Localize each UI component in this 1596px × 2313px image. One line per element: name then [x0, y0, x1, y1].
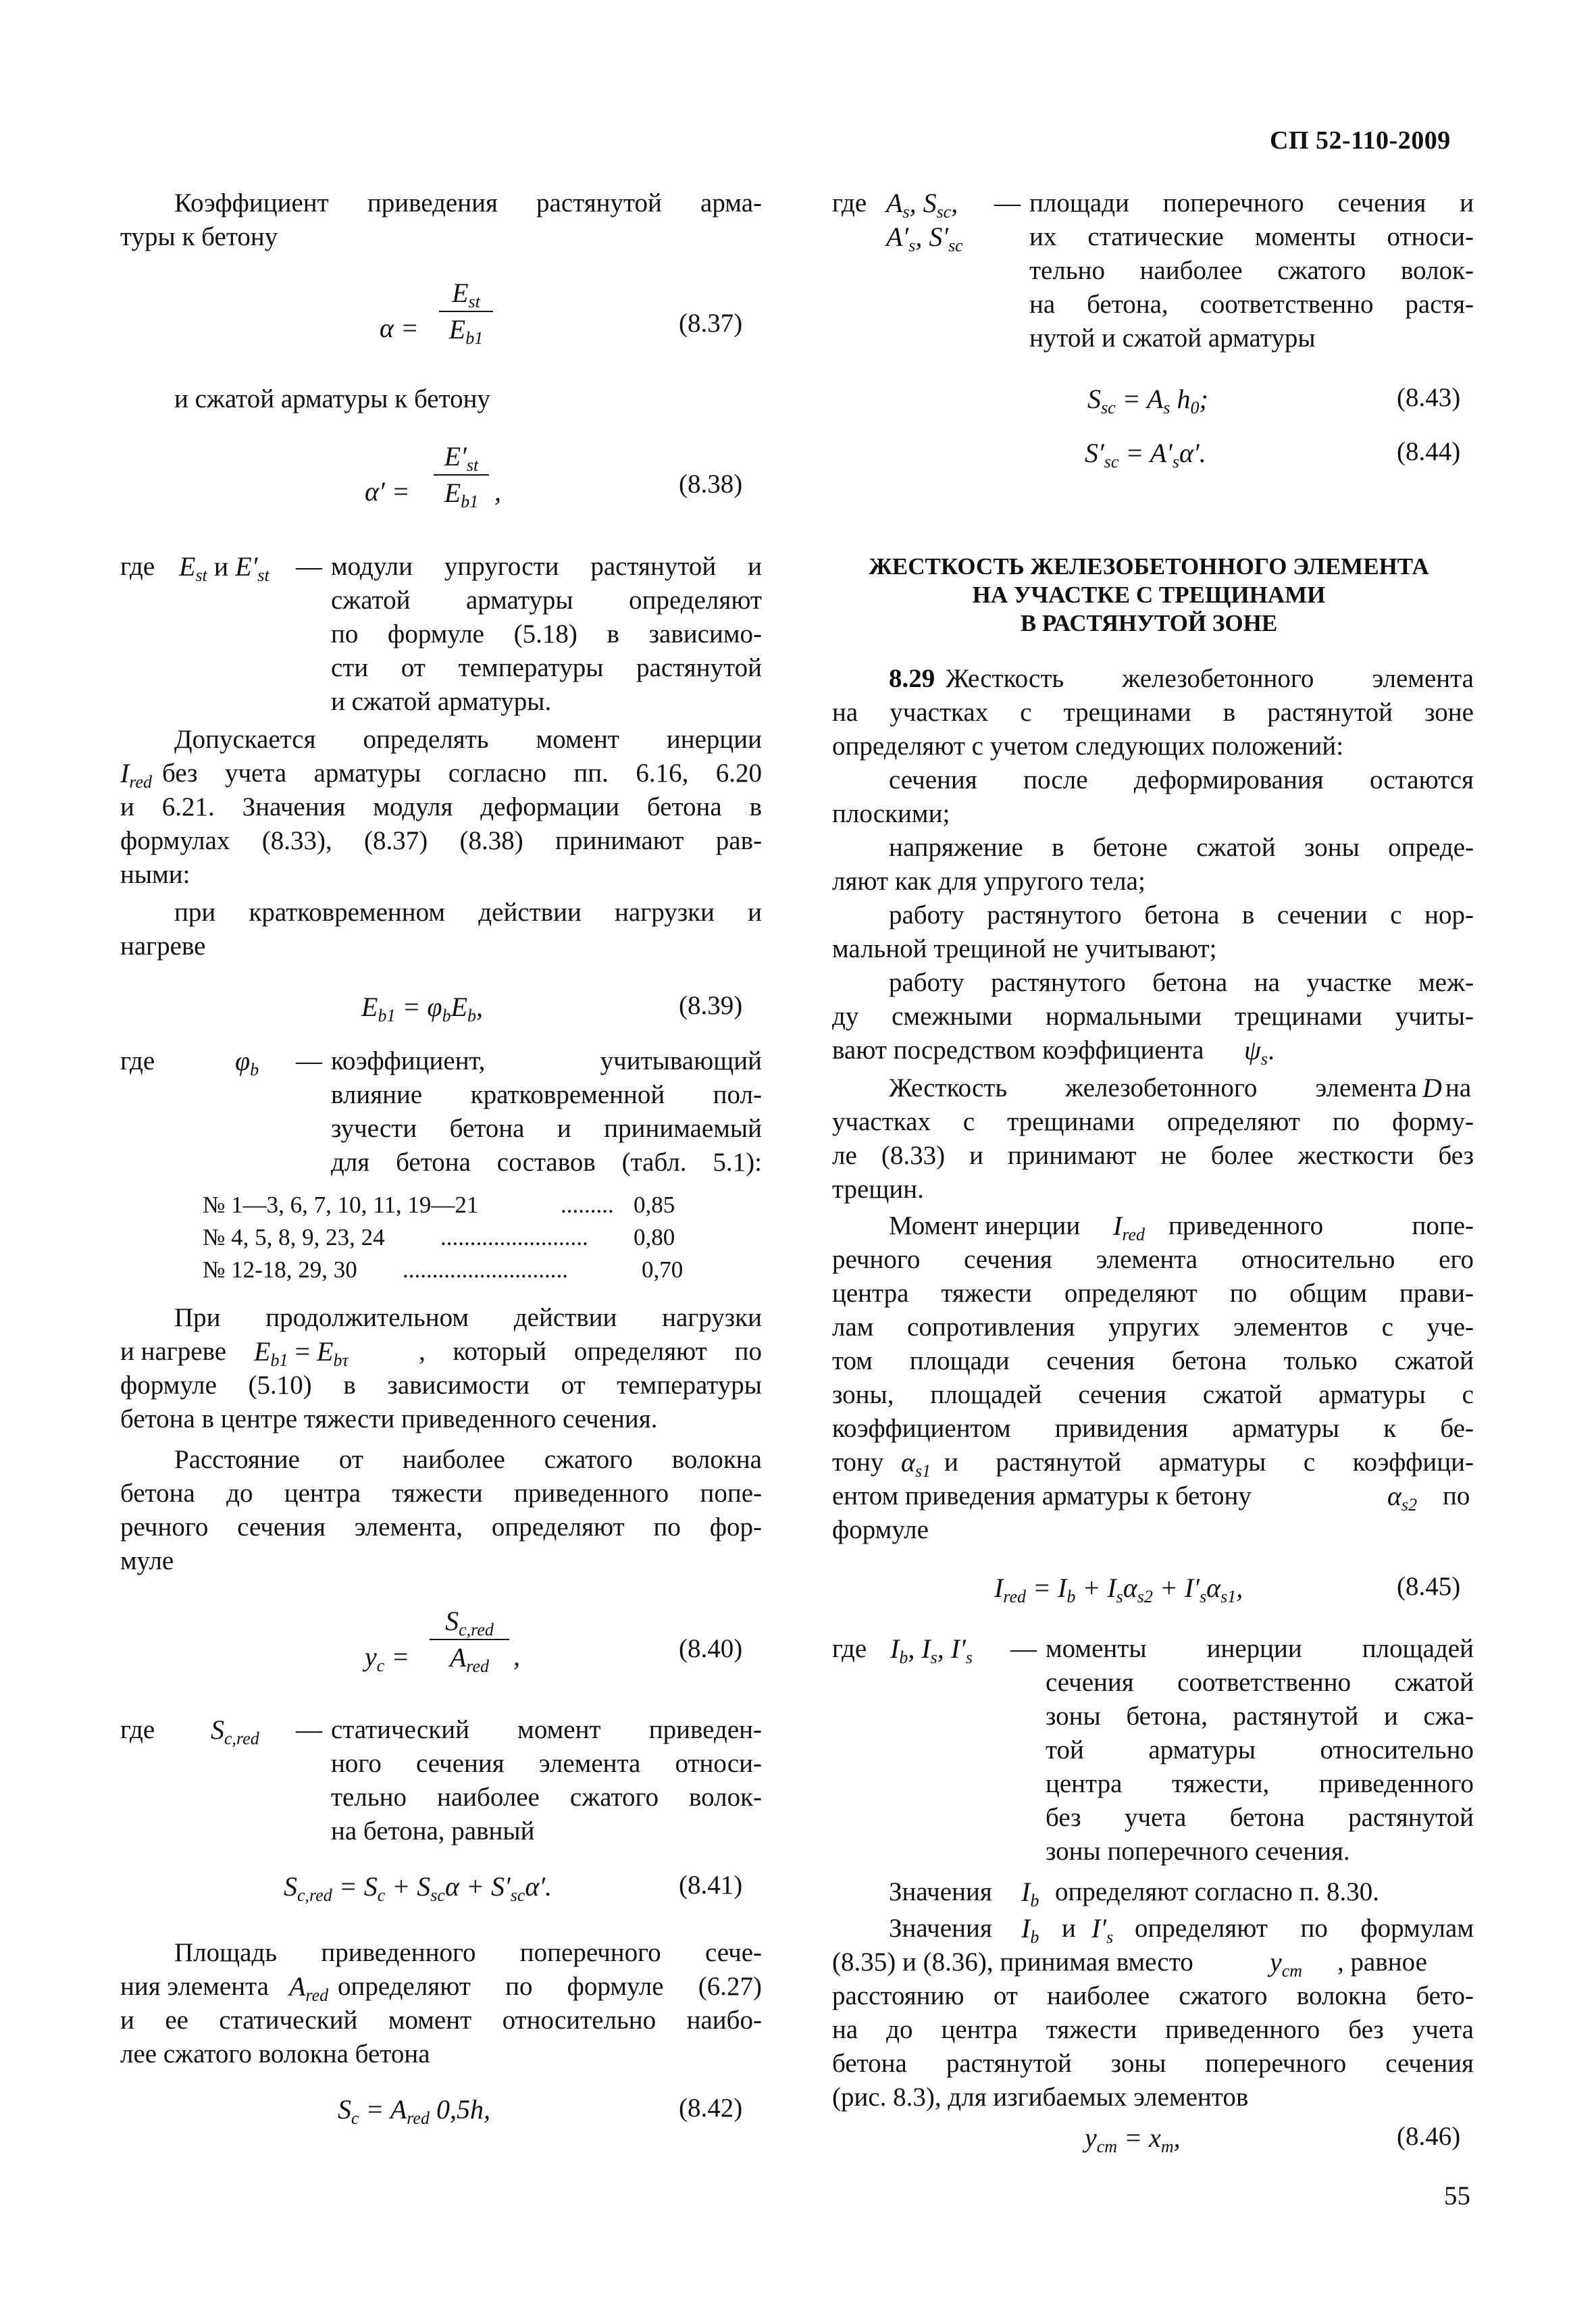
definition-line: их статические моменты относи- — [1029, 222, 1474, 251]
definition-line: статический момент приведен- — [331, 1715, 762, 1744]
symbol: E — [179, 551, 196, 582]
symbol: E — [254, 1336, 271, 1367]
definition-line: на бетона, равный — [331, 1816, 535, 1846]
where-label: где — [120, 1715, 155, 1744]
paragraph-line: Значения — [889, 1914, 992, 1943]
symbol-sub: sc — [936, 202, 952, 222]
where-label: где — [120, 552, 155, 581]
symbol-sub: sc — [948, 236, 963, 255]
symbol-sub: sc — [1104, 452, 1119, 472]
symbol: α — [1206, 1573, 1221, 1603]
definition-dash: — — [1010, 1634, 1037, 1663]
paragraph-line: Коэффициент приведения растянутой арма- — [174, 188, 762, 218]
paragraph-line: центра тяжести определяют по общим прави- — [832, 1279, 1474, 1308]
definition-symbols — [179, 550, 269, 584]
paragraph-line: Допускается определять момент инерции — [174, 725, 762, 754]
paragraph-line: Расстояние от наиболее сжатого волокна — [174, 1445, 762, 1474]
definition-dash: — — [296, 1715, 322, 1744]
definition-symbols — [886, 186, 958, 220]
paragraph-line: , равное — [1337, 1948, 1427, 1977]
equation-label: (8.46) — [1397, 2122, 1461, 2151]
definition-line: зучести бетона и принимаемый — [331, 1114, 762, 1143]
symbol: α — [1123, 1573, 1137, 1603]
equation-label: (8.45) — [1397, 1572, 1461, 1601]
denominator: E — [448, 314, 466, 345]
list-item-label: № 12-18, 29, 30 — [203, 1256, 357, 1283]
section-heading: ЖЕСТКОСТЬ ЖЕЛЕЗОБЕТОННОГО ЭЛЕМЕНТА — [869, 553, 1429, 580]
equation-label: (8.38) — [679, 469, 743, 499]
paragraph-line: трещин. — [832, 1175, 924, 1204]
equation-label: (8.37) — [679, 309, 743, 338]
punctuation: . — [1267, 1035, 1275, 1065]
formula-8-41 — [284, 1870, 552, 1904]
paragraph-line: тону — [832, 1448, 884, 1477]
definition-line: моменты инерции площадей — [1046, 1634, 1474, 1663]
definition-line: центра тяжести, приведенного — [1046, 1769, 1474, 1798]
symbol-sub: c — [377, 1885, 386, 1905]
inline-symbol — [120, 757, 152, 790]
paragraph-line: участках с трещинами определяют по форму- — [832, 1107, 1474, 1136]
symbol: = A — [1115, 384, 1164, 414]
symbol-sub: s — [1172, 452, 1179, 472]
symbol-sub: sc — [430, 1885, 445, 1905]
numerator: S — [445, 1606, 459, 1636]
numerator-sub: st — [466, 455, 479, 475]
symbol-sub: b — [1030, 1927, 1039, 1947]
symbol: , S′ — [915, 222, 949, 252]
paragraph-line: речного сечения элемента, определяют по фор- — [120, 1513, 762, 1542]
paragraph-line: ния элемента — [120, 1972, 269, 2001]
formula-8-37-fraction — [439, 277, 493, 346]
symbol-sub: red — [1122, 1225, 1145, 1244]
symbol-sub: c — [376, 1656, 385, 1675]
symbol-sub: cm — [1281, 1961, 1303, 1981]
equation-label: (8.39) — [679, 991, 743, 1020]
denominator: E — [444, 478, 461, 508]
document-code: СП 52-110-2009 — [1270, 126, 1451, 155]
definition-line: без учета бетона растянутой — [1046, 1803, 1474, 1832]
symbol: ; — [1199, 384, 1208, 414]
definition-line: на бетона, соответственно растя- — [1029, 290, 1474, 319]
definition-line: для бетона составов (табл. 5.1): — [331, 1148, 762, 1177]
paragraph-line: определяют согласно п. 8.30. — [1055, 1877, 1380, 1906]
paragraph-line: бетона до центра тяжести приведенного попе- — [120, 1479, 762, 1508]
operator: = — [391, 1642, 410, 1672]
symbol: α — [1387, 1481, 1401, 1511]
formula-tail: , — [513, 1641, 520, 1671]
symbol: I — [1113, 1211, 1123, 1241]
symbol: y — [1085, 2123, 1097, 2153]
list-item-dots: ............................ — [403, 1256, 568, 1283]
paragraph-line: на — [1445, 1073, 1472, 1102]
definition-dash: — — [296, 552, 322, 581]
numerator-sub: c,red — [459, 1620, 494, 1640]
symbol: , — [951, 188, 958, 218]
definition-dash: — — [994, 188, 1021, 218]
symbol-sub: b — [899, 1648, 908, 1667]
definition-line: тельно наиболее сжатого волок- — [1029, 256, 1474, 285]
numerator: E — [452, 278, 469, 308]
section-heading: В РАСТЯНУТОЙ ЗОНЕ — [1020, 610, 1278, 636]
symbol: = A′ — [1118, 438, 1173, 468]
symbol: = A — [359, 2094, 407, 2125]
symbol: I′ — [1091, 1913, 1107, 1943]
paragraph-line: плоскими; — [832, 799, 950, 828]
paragraph-line: ными: — [120, 860, 190, 889]
symbol-sub: b1 — [378, 1006, 396, 1025]
symbol-sub: s — [1199, 1587, 1207, 1606]
paragraph-line: Площадь приведенного поперечного сече- — [174, 1938, 762, 1967]
paragraph-line: лам сопротивления упругих элементов с уче- — [832, 1313, 1474, 1342]
paragraph-line: вают посредством коэффициента — [832, 1036, 1204, 1065]
paragraph-line: бетона в центре тяжести приведенного сечения. — [120, 1404, 658, 1433]
paragraph-line: определяют по формуле (6.27) — [338, 1972, 762, 2001]
symbol: , I — [908, 1633, 931, 1664]
paragraph-line: Жесткость железобетонного элемента — [946, 664, 1474, 693]
paragraph-line: работу растянутого бетона на участке меж- — [889, 968, 1474, 997]
equation-label: (8.42) — [679, 2093, 743, 2123]
symbol: y — [365, 1642, 377, 1672]
definition-line: зоны бетона, растянутой и сжа- — [1046, 1702, 1474, 1731]
symbol-sub: s — [902, 202, 910, 222]
conjunction: и — [207, 551, 236, 582]
symbol: S′ — [1085, 438, 1104, 468]
paragraph-line: муле — [120, 1546, 174, 1575]
formula-8-37 — [380, 312, 419, 344]
paragraph-line: том площади сечения бетона только сжатой — [832, 1346, 1474, 1375]
symbol-sub: st — [257, 565, 269, 585]
list-item-value: 0,70 — [642, 1256, 684, 1283]
paragraph-line: бетона растянутой зоны поперечного сечения — [832, 2049, 1474, 2078]
symbol-sub: s — [1163, 398, 1170, 417]
paragraph-line: определяют с учетом следующих положений: — [832, 732, 1344, 761]
symbol-sub: s — [965, 1648, 973, 1667]
paragraph-line: приведенного попе- — [1168, 1211, 1474, 1240]
formula-8-45 — [994, 1571, 1243, 1605]
paragraph-line: расстоянию от наиболее сжатого волокна бето- — [832, 1981, 1474, 2010]
symbol: A — [886, 188, 903, 218]
symbol: α + S′ — [444, 1871, 511, 1902]
symbol-sub: s — [1116, 1587, 1123, 1606]
symbol: I — [1021, 1913, 1031, 1943]
symbol-sub: bτ — [333, 1350, 349, 1370]
symbol-sub: b1 — [270, 1350, 288, 1370]
paragraph-line: лее сжатого волокна бетона — [120, 2039, 430, 2068]
symbol-sub: st — [195, 565, 207, 585]
paragraph-line: формуле (5.10) в зависимости от температуры — [120, 1371, 762, 1400]
definition-line: и сжатой арматуры. — [331, 687, 552, 716]
symbol-sub: sc — [510, 1885, 525, 1905]
definition-line: зоны поперечного сечения. — [1046, 1837, 1350, 1866]
formula-8-38 — [365, 476, 410, 507]
symbol-sub: c,red — [297, 1885, 332, 1905]
list-item-label: № 1—3, 6, 7, 10, 11, 19—21 — [203, 1192, 479, 1218]
paragraph-line: коэффициентом привидения арматуры к бе- — [832, 1414, 1474, 1443]
paragraph-line: туры к бетону — [120, 222, 278, 251]
formula-8-42 — [338, 2093, 490, 2127]
symbol: α — [901, 1447, 915, 1477]
clause-number: 8.29 — [889, 664, 935, 693]
where-label: где — [832, 1634, 867, 1663]
equation-label: (8.40) — [679, 1634, 743, 1663]
symbol: = x — [1117, 2123, 1161, 2153]
operator: = φ — [402, 992, 442, 1022]
symbol: α′. — [525, 1871, 552, 1902]
denominator-sub: b1 — [465, 328, 484, 348]
paragraph-line: При продолжительном действии нагрузки — [174, 1303, 762, 1332]
definition-dash: — — [296, 1046, 322, 1075]
inline-symbol — [1387, 1479, 1417, 1513]
symbol: I — [890, 1633, 900, 1664]
numerator-sub: st — [468, 292, 480, 311]
symbol-sub: c,red — [224, 1729, 259, 1748]
definition-line: ного сечения элемента относи- — [331, 1749, 762, 1778]
definition-line: по формуле (5.18) в зависимо- — [331, 619, 762, 649]
symbol: , I′ — [937, 1633, 966, 1664]
inline-symbol — [901, 1446, 931, 1479]
list-item-dots: ......... — [561, 1192, 614, 1218]
symbol-sub: red — [1003, 1587, 1027, 1606]
paragraph-line: ляют как для упругого тела; — [832, 867, 1145, 896]
symbol-sub: m — [1160, 2137, 1174, 2156]
symbol: I — [120, 758, 130, 788]
symbol-sub: b — [1030, 1891, 1039, 1910]
symbol-sub: 0 — [1190, 398, 1200, 417]
inline-symbol — [1091, 1912, 1113, 1946]
symbol: φ — [235, 1046, 251, 1076]
inline-symbol — [1270, 1946, 1302, 1979]
denominator-sub: b1 — [461, 492, 479, 511]
definition-line: нутой и сжатой арматуры — [1029, 324, 1316, 353]
symbol-sub: b — [250, 1060, 259, 1079]
list-item-label: № 4, 5, 8, 9, 23, 24 — [203, 1224, 385, 1250]
paragraph-line: и 6.21. Значения модуля деформации бетона в — [120, 792, 762, 821]
where-label: где — [832, 188, 867, 218]
symbol: h — [1170, 384, 1191, 414]
symbol-sub: s — [1260, 1049, 1268, 1069]
paragraph-line: , который определяют по — [419, 1337, 762, 1366]
paragraph-line: по — [1443, 1481, 1470, 1510]
paragraph-line: Жесткость железобетонного элемента — [889, 1073, 1417, 1102]
symbol-sub: s1 — [915, 1461, 931, 1481]
symbol-sub: red — [305, 1985, 329, 2005]
symbol-sub: s — [1106, 1927, 1114, 1947]
symbol-sub: s1 — [1220, 1587, 1237, 1606]
paragraph-line: (8.35) и (8.36), принимая вместо — [832, 1948, 1193, 1977]
paragraph-line: нагреве — [120, 932, 206, 961]
inline-symbol — [1021, 1875, 1039, 1909]
definition-line: той арматуры относительно — [1046, 1735, 1474, 1764]
paragraph-line: ле (8.33) и принимают не более жесткости без — [832, 1141, 1474, 1170]
paragraph-line: Момент инерции — [889, 1211, 1081, 1240]
formula-8-40-fraction — [430, 1605, 509, 1674]
symbol-sub: b — [442, 1006, 451, 1025]
definition-line: влияние кратковременной пол- — [331, 1080, 762, 1109]
paragraph-line: ду смежными нормальными трещинами учиты- — [832, 1002, 1474, 1031]
operator: = — [288, 1336, 317, 1367]
symbol-sub: cm — [1096, 2137, 1118, 2156]
paragraph-line: и нагреве — [120, 1337, 227, 1366]
definition-line: площади поперечного сечения и — [1029, 188, 1474, 218]
paragraph-line: напряжение в бетоне сжатой зоны опреде- — [889, 833, 1474, 862]
symbol: = S — [332, 1871, 378, 1902]
symbol: , — [1236, 1573, 1243, 1603]
definition-symbol — [235, 1044, 259, 1078]
paragraph-line: при кратковременном действии нагрузки и — [174, 898, 762, 927]
definition-symbols — [890, 1632, 973, 1666]
definition-line: тельно наиболее сжатого волок- — [331, 1783, 762, 1812]
symbol: 0,5h, — [429, 2094, 490, 2125]
paragraph-line: мальной трещиной не учитывают; — [832, 934, 1217, 963]
inline-formula — [254, 1335, 349, 1369]
paragraph-line: сечения после деформирования остаются — [889, 765, 1474, 794]
formula-tail: , — [494, 476, 501, 507]
equation-label: (8.44) — [1397, 437, 1461, 466]
equation-label: (8.43) — [1397, 383, 1461, 412]
formula-8-46 — [1085, 2121, 1181, 2155]
symbol: I — [994, 1573, 1004, 1603]
definition-line: сти от температуры растянутой — [331, 653, 762, 682]
symbol-sub: c — [351, 2108, 359, 2128]
symbol: A′ — [886, 222, 909, 252]
paragraph-line: на участках с трещинами в растянутой зоне — [832, 698, 1474, 727]
definition-symbols — [886, 220, 963, 254]
paragraph-line: речного сечения элемента относительно его — [832, 1245, 1474, 1274]
definition-line: коэффициент, учитывающий — [331, 1046, 762, 1075]
paragraph-line: формуле — [832, 1515, 929, 1544]
symbol-sub: red — [407, 2108, 430, 2128]
definition-line: модули упругости растянутой и — [331, 552, 762, 581]
symbol: y — [1270, 1947, 1282, 1977]
numerator: E′ — [444, 441, 467, 472]
symbol: E — [361, 992, 378, 1022]
symbol: S — [1087, 384, 1101, 414]
symbol-sub: sc — [1101, 398, 1116, 417]
paragraph-line: и сжатой арматуры к бетону — [174, 384, 490, 413]
symbol: A — [289, 1971, 306, 2002]
symbol-sub: s — [908, 236, 916, 255]
symbol-sub: s2 — [1401, 1495, 1418, 1515]
page-number: 55 — [1444, 2181, 1470, 2210]
inline-symbol — [289, 1970, 328, 2004]
where-label: где — [120, 1046, 155, 1075]
paragraph-line: на до центра тяжести приведенного без учета — [832, 2015, 1474, 2044]
paragraph-line: ентом приведения арматуры к бетону — [832, 1481, 1252, 1510]
formula-8-38-fraction — [434, 440, 489, 509]
formula-tail: , — [476, 992, 483, 1022]
inline-symbol: D — [1422, 1073, 1442, 1103]
paragraph-line: работу растянутого бетона в сечении с нор- — [889, 900, 1474, 930]
symbol: I — [1021, 1877, 1031, 1907]
paragraph-line: без учета арматуры согласно пп. 6.16, 6.20 — [162, 759, 762, 788]
paragraph-line: формулах (8.33), (8.37) (8.38) принимают рав- — [120, 826, 762, 855]
symbol-sub: b — [467, 1006, 476, 1025]
paragraph-line: и ее статический момент относительно наибо- — [120, 2006, 762, 2035]
symbol: + S — [385, 1871, 431, 1902]
definition-line: сжатой арматуры определяют — [331, 586, 762, 615]
denominator: A — [449, 1642, 467, 1673]
symbol: α′. — [1179, 438, 1206, 468]
formula-lhs: α′ = — [365, 476, 410, 507]
paragraph-line: и — [1062, 1914, 1076, 1943]
denominator-sub: red — [466, 1656, 490, 1676]
symbol: S — [211, 1714, 224, 1745]
symbol: E — [317, 1336, 334, 1367]
equation-label: (8.41) — [679, 1871, 743, 1900]
list-item-dots: ......................... — [440, 1224, 588, 1250]
symbol-sub: red — [129, 772, 153, 792]
symbol: = I — [1026, 1573, 1067, 1603]
formula-8-43 — [1087, 382, 1208, 416]
symbol: S — [338, 2094, 351, 2125]
definition-line: сечения соответственно сжатой — [1046, 1668, 1474, 1697]
formula-lhs: α = — [380, 313, 419, 343]
symbol: + I — [1075, 1573, 1116, 1603]
inline-symbol — [1113, 1209, 1145, 1243]
symbol: E — [451, 992, 467, 1022]
inline-symbol — [1244, 1034, 1275, 1067]
paragraph-line: определяют по формулам — [1135, 1914, 1474, 1943]
symbol: , — [1173, 2123, 1181, 2153]
inline-symbol — [1021, 1912, 1039, 1946]
paragraph-line: (рис. 8.3), для изгибаемых элементов — [832, 2083, 1249, 2112]
symbol-sub: s — [930, 1648, 937, 1667]
paragraph-line: зоны, площадей сечения сжатой арматуры с — [832, 1380, 1474, 1409]
symbol: + I′ — [1152, 1573, 1200, 1603]
definition-symbol — [211, 1713, 259, 1747]
symbol: , S — [909, 188, 937, 218]
formula-8-39 — [361, 990, 483, 1024]
symbol-sub: s2 — [1137, 1587, 1153, 1606]
symbol: ψ — [1244, 1035, 1261, 1065]
formula-8-40 — [365, 1640, 409, 1674]
section-heading: НА УЧАСТКЕ С ТРЕЩИНАМИ — [972, 582, 1326, 608]
symbol: S — [284, 1871, 297, 1902]
list-item-value: 0,85 — [634, 1192, 675, 1218]
symbol-sub: b — [1066, 1587, 1076, 1606]
list-item-value: 0,80 — [634, 1224, 675, 1250]
paragraph-line: и растянутой арматуры с коэффици- — [944, 1448, 1474, 1477]
symbol: E′ — [235, 551, 258, 582]
formula-8-44 — [1085, 436, 1206, 470]
paragraph-line: Значения — [889, 1877, 992, 1906]
